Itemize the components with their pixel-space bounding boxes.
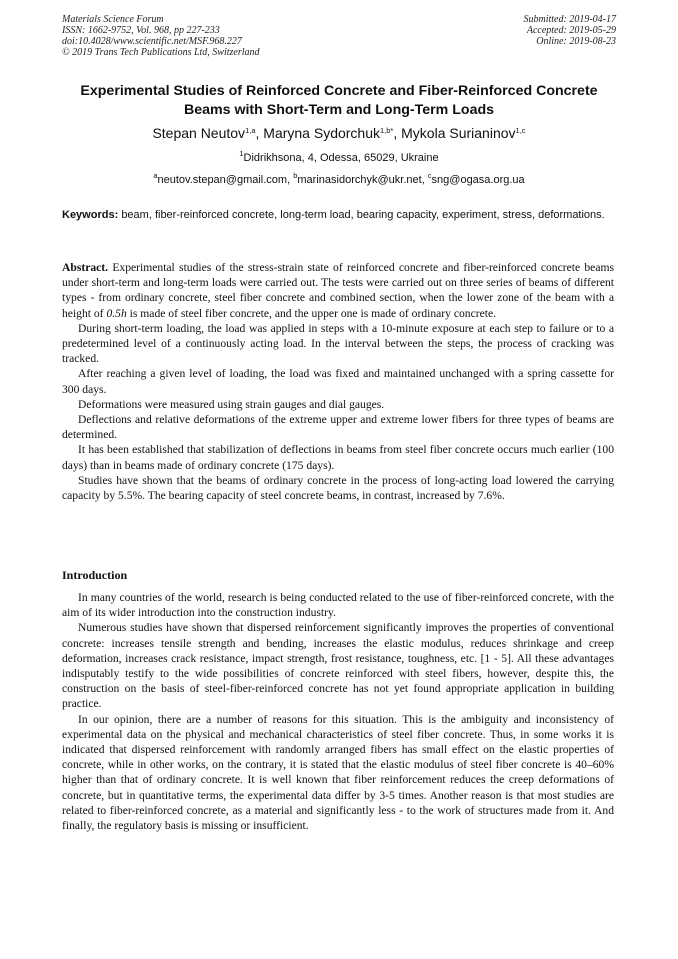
email-link[interactable]: sng@ogasa.org.ua [431, 174, 525, 186]
online-date: Online: 2019-08-23 [536, 36, 616, 47]
abstract-paragraph: It has been established that stabilization of deflections in beams from steel fiber concrete occurs much earlier (100 days) than in beams made of ordinary concrete (175 days). [62, 443, 614, 472]
affiliation [62, 151, 616, 165]
abstract-label: Abstract. [62, 261, 109, 274]
section-heading: Introduction [62, 568, 128, 582]
keywords-label: Keywords: [62, 209, 119, 221]
abstract-text: is made of steel fiber concrete, and the upper one is made of ordinary concrete. [129, 306, 496, 320]
email-link[interactable]: marinasidorchyk@ukr.net [297, 174, 422, 186]
author-list: Stepan Neutov$^{1,a}$, Maryna Sydorchuk$^{1,b*}$, Mykola Surianinov$^{1,c}$ [152, 125, 526, 141]
journal-name: Materials Science Forum [62, 14, 164, 25]
keywords [62, 208, 614, 223]
author-name: Maryna Sydorchuk [263, 125, 380, 141]
accepted-date: Accepted: 2019-05-29 [526, 25, 616, 36]
abstract-paragraph [62, 260, 614, 321]
height-formula: 0.5h [106, 306, 127, 320]
body-paragraph: In our opinion, there are a number of reasons for this situation. This is the ambiguity and inconsistency of experimental data on the physical and mechanical characteristics of steel fiber concrete. Thus, in some works it is indicated that dispersed reinforcement with randomly arranged fibers has small effect on the elastic properties of concrete, while in other works, on the contrary, it is stated that the elastic modulus of steel fiber concrete is 40–60% higher than that of ordinary concrete. It is well known that fiber reinforcement reduces the creep deformations of concrete, but in quantitative terms, the experimental data differ by 3-5 times. Another reason is that most studies are related to fiber-reinforced concrete, as a material and significantly less - to the work of structures made from it. And finally, the regulatory basis is missing or insufficient. [62, 712, 614, 833]
issn-line: ISSN: 1662-9752, Vol. 968, pp 227-233 [62, 25, 220, 36]
doi-link[interactable]: doi:10.4028/www.scientific.net/MSF.968.227 [62, 36, 242, 47]
author-affiliation-mark: 1,c [515, 126, 526, 135]
email-mark: b [293, 171, 298, 180]
email-link[interactable]: neutov.stepan@gmail.com [157, 174, 288, 186]
body-paragraph: Numerous studies have shown that dispersed reinforcement significantly improves the properties of conventional concrete: increases tensile strength and bending, increases the elastic modulus, reduces shrinkage and creep deformation, increases crack resistance, impact strength, frost resistance, toughness, etc. [1 - 5]. All these advantages indisputably testify to the wide possibilities of concrete reinforced with steel fibers, however, despite this, the construction on the basis of steel-fiber-reinforced concrete has not yet found appropriate application in building practice. [62, 621, 614, 711]
author-affiliation-mark: 1,b* [380, 126, 394, 135]
author-name: Mykola Surianinov [401, 125, 516, 141]
copyright-line: © 2019 Trans Tech Publications Ltd, Switzerland [62, 47, 260, 58]
affiliation-address: Didrikhsona, 4, Odessa, 65029, Ukraine [243, 152, 439, 164]
body-paragraph: In many countries of the world, research is being conducted related to the use of fiber-reinforced concrete, with the aim of its wider introduction into the construction industry. [62, 591, 614, 620]
author-name: Stepan Neutov [152, 125, 246, 141]
abstract-section [62, 260, 614, 503]
affiliation-mark: 1 [239, 149, 244, 158]
abstract-paragraph: Deformations were measured using strain gauges and dial gauges. [78, 397, 385, 411]
email-list: $^a$neutov.stepan@gmail.com, $^b$marinasidorchyk@ukr.net, $^c$sng@ogasa.org.ua [153, 171, 525, 186]
submitted-date: Submitted: 2019-04-17 [523, 14, 616, 25]
author-affiliation-mark: 1,a [245, 126, 256, 135]
introduction-section [62, 590, 614, 833]
email-mark: a [153, 171, 158, 180]
email-mark: c [427, 171, 432, 180]
abstract-text: Experimental studies of the stress-strain state of reinforced concrete and fiber-reinforced concrete beams under short-term and long-term loads were carried out. The tests were carried out on three series of beams of different types - from ordinary concrete, steel fiber concrete and combined section, when the lower zone of the beam with a height of [62, 261, 614, 320]
keywords-text: beam, fiber-reinforced concrete, long-term load, bearing capacity, experiment, stress, deformations. [121, 209, 605, 221]
abstract-paragraph: After reaching a given level of loading, the load was fixed and maintained unchanged with a spring cassette for 300 days. [62, 367, 614, 396]
journal-header [62, 14, 260, 58]
abstract-paragraph: Deflections and relative deformations of the extreme upper and extreme lower fibers for three types of beams are determined. [62, 413, 614, 442]
abstract-paragraph: During short-term loading, the load was applied in steps with a 10-minute exposure at each step to failure or to a predetermined level of a continuously acting load. In the interval between the steps, the process of cracking was tracked. [62, 321, 614, 366]
paper-title: Experimental Studies of Reinforced Concrete and Fiber-Reinforced Concrete Beams with Short-Term and Long-Term Loads [80, 83, 598, 118]
abstract-paragraph: Studies have shown that the beams of ordinary concrete in the process of long-acting load lowered the carrying capacity by 5.5%. The bearing capacity of steel concrete beams, in contrast, increased by 7.6%. [62, 473, 614, 503]
dates-header [524, 14, 617, 47]
